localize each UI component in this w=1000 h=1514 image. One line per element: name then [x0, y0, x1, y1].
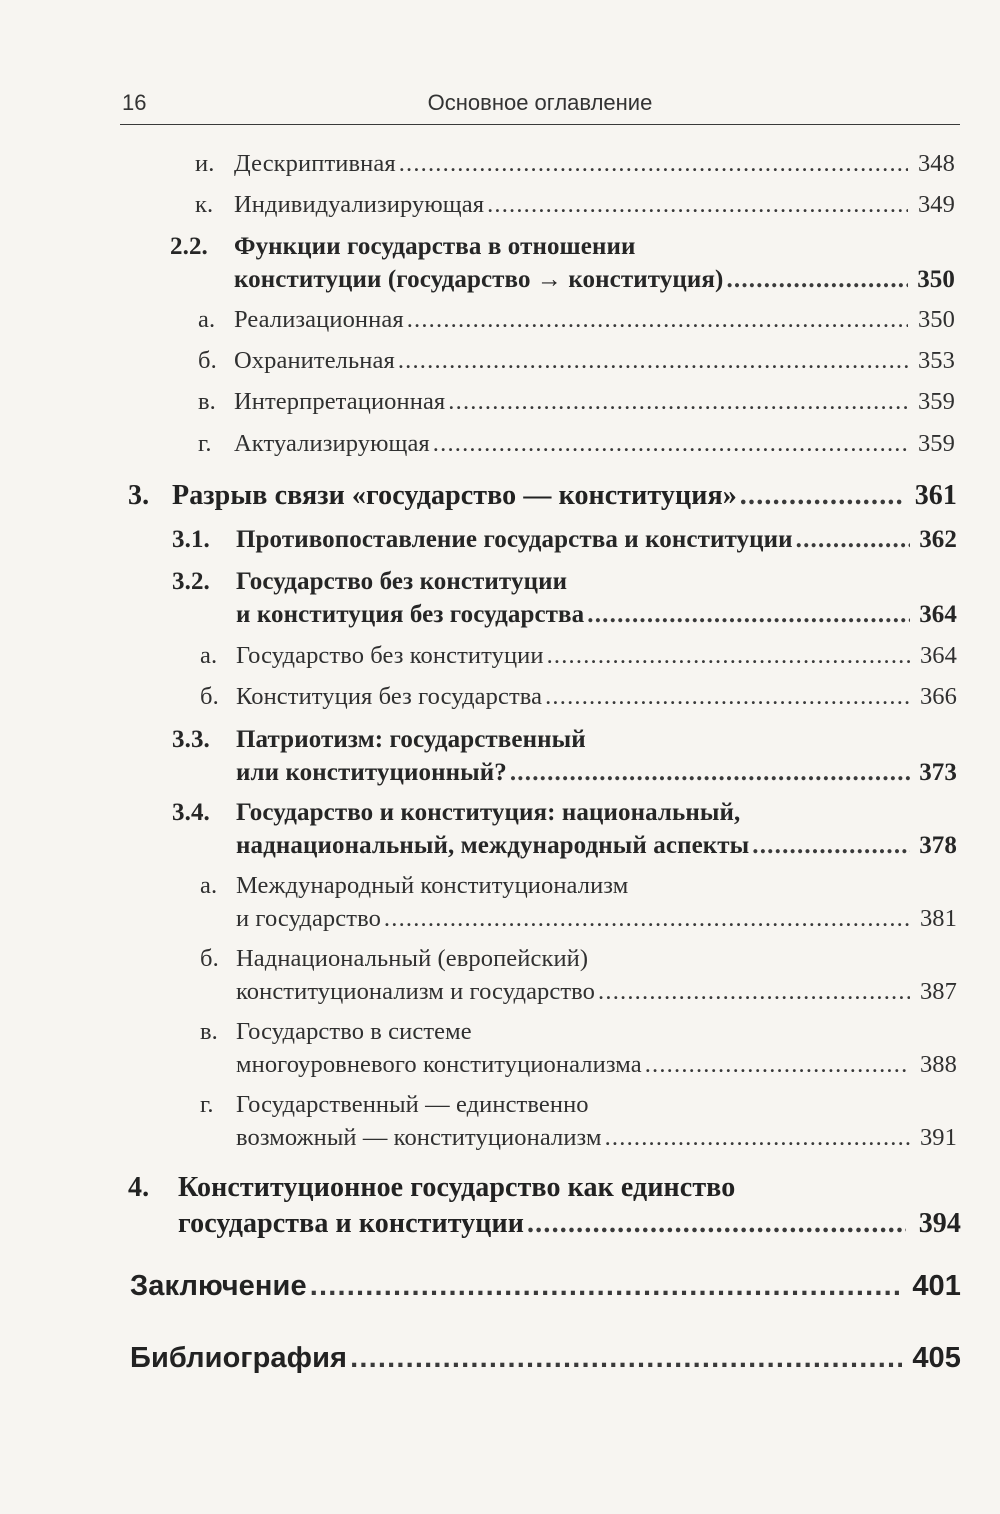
leader-dots [448, 385, 908, 418]
leader-dots [527, 1206, 906, 1242]
toc-entry-title-line1: Наднациональный (европейский) [236, 945, 589, 972]
toc-entry-title: Противопоставление государства и конституции [236, 526, 793, 553]
leader-dots [510, 756, 910, 789]
leader-dots [752, 829, 910, 862]
leader-dots [645, 1048, 910, 1081]
toc-entry-number: г. [198, 430, 212, 457]
leader-dots [587, 598, 910, 631]
toc-entry-page: 378 [919, 832, 957, 859]
toc-entry-number: 4. [128, 1172, 150, 1203]
toc-entry-number: а. [198, 306, 216, 333]
toc-entry-number: 3.3. [172, 726, 210, 753]
toc-entry-title: Дескриптивная [234, 150, 396, 177]
toc-entry-page: 381 [919, 905, 957, 932]
toc-entry-title: Библиография [130, 1342, 348, 1374]
toc-entry-title: и государство [236, 905, 381, 932]
toc-entry-number: 3.2. [172, 568, 210, 595]
leader-dots [433, 427, 908, 460]
toc-entry-page: 405 [912, 1342, 961, 1374]
toc-entry-title-line1: Международный конституционализм [236, 872, 629, 899]
toc-entry-number: б. [200, 683, 219, 710]
toc-entry-title-line1: Патриотизм: государственный [236, 726, 586, 753]
toc-entry-title-line1: Государственный — единственно [236, 1091, 589, 1118]
toc-entry-page: 364 [919, 601, 957, 628]
toc-entry-title: Индивидуализирующая [234, 191, 485, 218]
toc-entry-page: 387 [919, 978, 957, 1005]
toc-entry-page: 350 [917, 306, 955, 333]
toc-entry-title: Разрыв связи «государство — конституция» [172, 480, 737, 511]
toc-entry-title: наднациональный, международный аспекты [236, 832, 750, 859]
leader-dots [740, 478, 902, 514]
leader-dots [407, 303, 908, 336]
toc-entry-number: б. [198, 347, 217, 374]
toc-entry-title: или конституционный? [236, 759, 507, 786]
toc-entry-title: Охранительная [234, 347, 395, 374]
leader-dots [605, 1121, 910, 1154]
leader-dots [726, 263, 908, 296]
toc-entry-title-line1: Государство без конституции [236, 568, 568, 595]
toc-entry-page: 364 [919, 642, 957, 669]
leader-dots [384, 902, 910, 935]
toc-entry-title: конституции (государство → конституция) [234, 266, 724, 293]
toc-entry-title: Реализационная [234, 306, 404, 333]
toc-entry-number: 3. [128, 480, 150, 511]
toc-entry-number: 2.2. [170, 233, 208, 260]
toc-entry-number: к. [195, 191, 214, 218]
toc-entry-title: Государство без конституции [236, 642, 544, 669]
toc-entry-title-line1: Функции государства в отношении [234, 233, 636, 260]
toc-entry-page: 394 [918, 1208, 961, 1239]
toc-entry-page: 350 [917, 266, 955, 293]
toc-entry-number: в. [200, 1018, 218, 1045]
toc-entry-title: Интерпретационная [234, 388, 446, 415]
leader-dots [547, 639, 910, 672]
toc-entry-number: а. [200, 642, 218, 669]
toc-entry-number: 3.4. [172, 799, 210, 826]
toc-entry-title: возможный — конституционализм [236, 1124, 602, 1151]
toc-entry-title: Заключение [130, 1270, 307, 1302]
toc-entry-title-line1: Конституционное государство как единство [178, 1172, 736, 1203]
toc-entry-title-line1: Государство в системе [236, 1018, 472, 1045]
leader-dots [310, 1268, 902, 1304]
leader-dots [399, 147, 908, 180]
leader-dots [545, 680, 910, 713]
toc-entry-title: многоуровневого конституционализма [236, 1051, 642, 1078]
page-number: 16 [122, 90, 147, 115]
toc-entry-title: и конституция без государства [236, 601, 585, 628]
toc-entry-page: 359 [917, 430, 955, 457]
toc-entry-page: 348 [917, 150, 955, 177]
leader-dots [398, 344, 908, 377]
toc-entry-number: в. [198, 388, 216, 415]
toc-entry-title-line1: Государство и конституция: национальный, [236, 799, 741, 826]
toc-entry-page: 388 [919, 1051, 957, 1078]
toc-entry-number: 3.1. [172, 526, 210, 553]
toc-entry-title: Конституция без государства [236, 683, 543, 710]
running-header [120, 86, 960, 125]
toc-entry-page: 373 [919, 759, 957, 786]
toc-entry-page: 361 [914, 480, 957, 511]
leader-dots [598, 975, 910, 1008]
toc-entry-page: 359 [917, 388, 955, 415]
leader-dots [487, 188, 908, 221]
running-title: Основное оглавление [427, 90, 653, 115]
toc-entry-number: а. [200, 872, 218, 899]
toc-entry-page: 353 [917, 347, 955, 374]
toc-entry-page: 391 [919, 1124, 957, 1151]
toc-entry-title: Актуализирующая [234, 430, 430, 457]
leader-dots [350, 1340, 902, 1376]
toc-entry-title: конституционализм и государство [236, 978, 596, 1005]
leader-dots [796, 523, 910, 556]
toc-entry-page: 401 [912, 1270, 961, 1302]
toc-entry-page: 349 [917, 191, 955, 218]
toc-entry-number: г. [200, 1091, 214, 1118]
toc-entry-page: 362 [919, 526, 957, 553]
toc-entry-number: б. [200, 945, 219, 972]
toc-entry-page: 366 [919, 683, 957, 710]
toc-entry-title: государства и конституции [178, 1208, 524, 1239]
toc-entry-number: и. [195, 150, 215, 177]
